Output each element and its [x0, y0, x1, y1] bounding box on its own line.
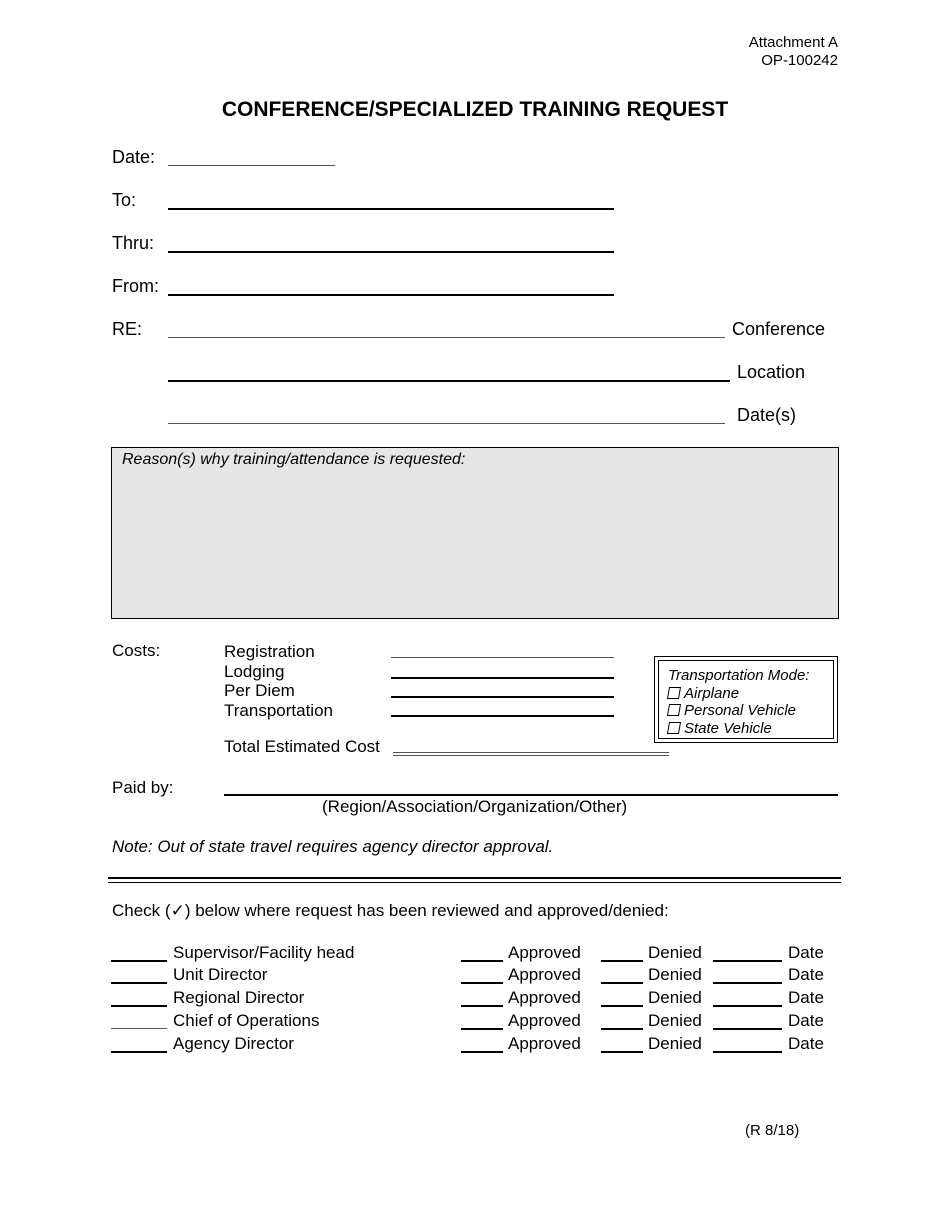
transport-option-state-vehicle[interactable]: State Vehicle — [668, 720, 833, 738]
denied-field[interactable] — [601, 982, 643, 984]
total-cost-field[interactable] — [393, 752, 669, 756]
transport-option-personal-vehicle[interactable]: Personal Vehicle — [668, 702, 833, 720]
denied-field[interactable] — [601, 1028, 643, 1030]
checkbox-icon[interactable] — [667, 704, 681, 716]
denied-label: Denied — [648, 988, 702, 1007]
cost-items — [224, 642, 333, 720]
location-label: Location — [737, 362, 806, 382]
denied-field[interactable] — [601, 1005, 643, 1007]
date-sign-field[interactable] — [713, 1005, 782, 1007]
denied-field[interactable] — [601, 960, 643, 962]
role-check-field[interactable] — [111, 1005, 167, 1007]
date-sign-field[interactable] — [713, 960, 782, 962]
header-block — [749, 34, 838, 70]
note-text: Note: Out of state travel requires agency director approval. — [112, 837, 554, 856]
date-sign-field[interactable] — [713, 1051, 782, 1053]
approved-label: Approved — [508, 988, 581, 1007]
date-label: Date — [788, 1011, 824, 1030]
cost-item-registration: Registration — [224, 642, 315, 661]
role-label: Unit Director — [173, 965, 268, 984]
cost-item-lodging: Lodging — [224, 661, 285, 681]
paid-by-label: Paid by: — [112, 778, 174, 797]
per-diem-field[interactable] — [391, 696, 614, 698]
date-label: Date: — [112, 147, 156, 167]
registration-field[interactable] — [391, 657, 614, 658]
role-label: Agency Director — [173, 1034, 294, 1053]
thru-label: Thru: — [112, 233, 155, 253]
paid-by-hint: (Region/Association/Organization/Other) — [322, 797, 628, 816]
role-check-field[interactable] — [111, 1051, 167, 1053]
section-divider — [108, 877, 841, 883]
approved-label: Approved — [508, 965, 581, 984]
transportation-field[interactable] — [391, 715, 614, 717]
approved-label: Approved — [508, 943, 581, 962]
cost-item-transportation: Transportation — [224, 700, 333, 720]
approved-field[interactable] — [461, 1051, 503, 1053]
denied-label: Denied — [648, 943, 702, 962]
date-sign-field[interactable] — [713, 1028, 782, 1030]
transportation-mode-box — [654, 656, 838, 743]
policy-number: OP-100242 — [761, 52, 838, 69]
denied-field[interactable] — [601, 1051, 643, 1053]
date-sign-field[interactable] — [713, 982, 782, 984]
paid-by-field[interactable] — [224, 794, 838, 796]
role-label: Supervisor/Facility head — [173, 943, 355, 962]
approved-field[interactable] — [461, 960, 503, 962]
approved-field[interactable] — [461, 982, 503, 984]
transport-title: Transportation Mode: — [668, 667, 810, 684]
denied-label: Denied — [648, 1034, 702, 1053]
approved-field[interactable] — [461, 1005, 503, 1007]
date-label: Date — [788, 943, 824, 962]
role-check-field[interactable] — [111, 1028, 167, 1029]
checkbox-icon[interactable] — [667, 687, 681, 699]
transport-option-airplane[interactable]: Airplane — [668, 685, 833, 703]
approved-label: Approved — [508, 1011, 581, 1030]
attachment-label: Attachment A — [748, 34, 838, 51]
to-field[interactable] — [168, 208, 614, 210]
denied-label: Denied — [648, 1011, 702, 1030]
reason-textarea[interactable] — [111, 447, 839, 619]
approved-field[interactable] — [461, 1028, 503, 1030]
from-label: From: — [112, 276, 159, 296]
revision-label: (R 8/18) — [745, 1122, 800, 1139]
checkbox-icon[interactable] — [667, 722, 681, 734]
date-label: Date — [788, 1034, 824, 1053]
conference-label: Conference — [732, 319, 826, 339]
to-label: To: — [112, 190, 137, 210]
cost-item-per-diem: Per Diem — [224, 681, 295, 700]
costs-label: Costs: — [112, 641, 161, 660]
total-cost-label: Total Estimated Cost — [224, 737, 380, 756]
from-field[interactable] — [168, 294, 614, 296]
date-label: Date — [788, 965, 824, 984]
role-check-field[interactable] — [111, 960, 167, 962]
reason-label: Reason(s) why training/attendance is requested: — [122, 451, 466, 468]
denied-label: Denied — [648, 965, 702, 984]
approved-label: Approved — [508, 1034, 581, 1053]
location-field[interactable] — [168, 380, 730, 382]
role-label: Regional Director — [173, 988, 305, 1007]
conference-field[interactable] — [168, 337, 725, 338]
dates-field[interactable] — [168, 423, 725, 424]
role-check-field[interactable] — [111, 982, 167, 984]
date-label: Date — [788, 988, 824, 1007]
thru-field[interactable] — [168, 251, 614, 253]
date-field[interactable] — [168, 165, 335, 166]
lodging-field[interactable] — [391, 677, 614, 679]
dates-label: Date(s) — [737, 405, 797, 425]
page-title: CONFERENCE/SPECIALIZED TRAINING REQUEST — [221, 98, 729, 121]
check-instruction: Check (✓) below where request has been reviewed and approved/denied: — [112, 901, 669, 920]
re-label: RE: — [112, 319, 143, 339]
role-label: Chief of Operations — [173, 1011, 320, 1030]
